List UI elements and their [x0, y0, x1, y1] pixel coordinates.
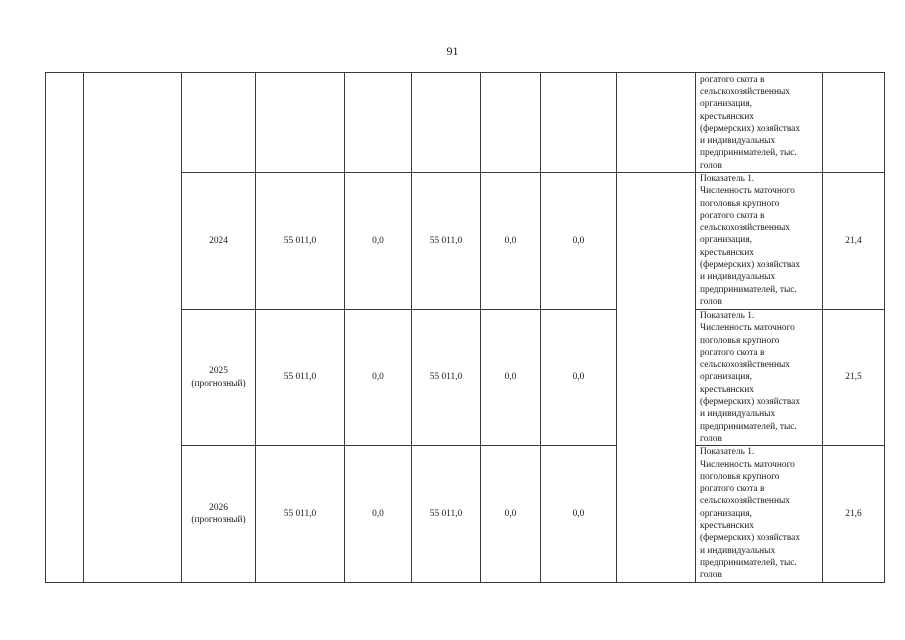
table-row-continuation: [46, 73, 885, 173]
regional-budget-cell: [412, 73, 481, 173]
indicator-text-cell: Показатель 1. Численность маточного поголовья крупного рогатого скота в сельскохозяйственных организация, крестьянских (фермерских) хозяйствах и индивидуальных предпринимателей, тыс. голов: [696, 446, 823, 582]
local-budget-cell: 0,0: [481, 446, 541, 582]
regional-budget-cell: 55 011,0: [412, 173, 481, 310]
year-cell: [182, 73, 256, 173]
federal-budget-cell: 0,0: [345, 310, 412, 446]
executor-cell-merged: [617, 173, 696, 583]
total-cell: [256, 73, 345, 173]
indicator-value-cell: 21,5: [823, 310, 885, 446]
total-cell: 55 011,0: [256, 446, 345, 582]
page-number: 91: [446, 44, 459, 58]
federal-budget-cell: 0,0: [345, 446, 412, 582]
year-label: 2026: [209, 502, 228, 513]
regional-budget-cell: 55 011,0: [412, 310, 481, 446]
indicator-value-cell: 21,6: [823, 446, 885, 582]
year-cell: [182, 446, 256, 582]
other-sources-cell: 0,0: [541, 310, 617, 446]
federal-budget-cell: 0,0: [345, 173, 412, 310]
regional-budget-cell: 55 011,0: [412, 446, 481, 582]
year-label: 2024: [209, 235, 228, 246]
program-funding-table: [45, 72, 885, 583]
year-forecast-note: (прогнозный): [191, 378, 246, 389]
local-budget-cell: 0,0: [481, 173, 541, 310]
executor-cell: [617, 73, 696, 173]
number-cell: [46, 73, 84, 583]
year-forecast-note: (прогнозный): [191, 514, 246, 525]
indicator-text-cell: Показатель 1. Численность маточного поголовья крупного рогатого скота в сельскохозяйственных организация, крестьянских (фермерских) хозяйствах и индивидуальных предпринимателей, тыс. голов: [696, 310, 823, 446]
other-sources-cell: [541, 73, 617, 173]
year-label: 2025: [209, 366, 228, 377]
indicator-text-cell: Показатель 1. Численность маточного поголовья крупного рогатого скота в сельскохозяйственных организация, крестьянских (фермерских) хозяйствах и индивидуальных предпринимателей, тыс. голов: [696, 173, 823, 310]
indicator-value-cell: [823, 73, 885, 173]
local-budget-cell: [481, 73, 541, 173]
year-cell: [182, 310, 256, 446]
event-name-cell: [84, 73, 182, 583]
indicator-text-cell: рогатого скота в сельскохозяйственных организация, крестьянских (фермерских) хозяйствах и индивидуальных предпринимателей, тыс. голов: [696, 73, 823, 173]
year-cell: [182, 173, 256, 310]
local-budget-cell: 0,0: [481, 310, 541, 446]
other-sources-cell: 0,0: [541, 173, 617, 310]
indicator-value-cell: 21,4: [823, 173, 885, 310]
total-cell: 55 011,0: [256, 173, 345, 310]
other-sources-cell: 0,0: [541, 446, 617, 582]
federal-budget-cell: [345, 73, 412, 173]
total-cell: 55 011,0: [256, 310, 345, 446]
